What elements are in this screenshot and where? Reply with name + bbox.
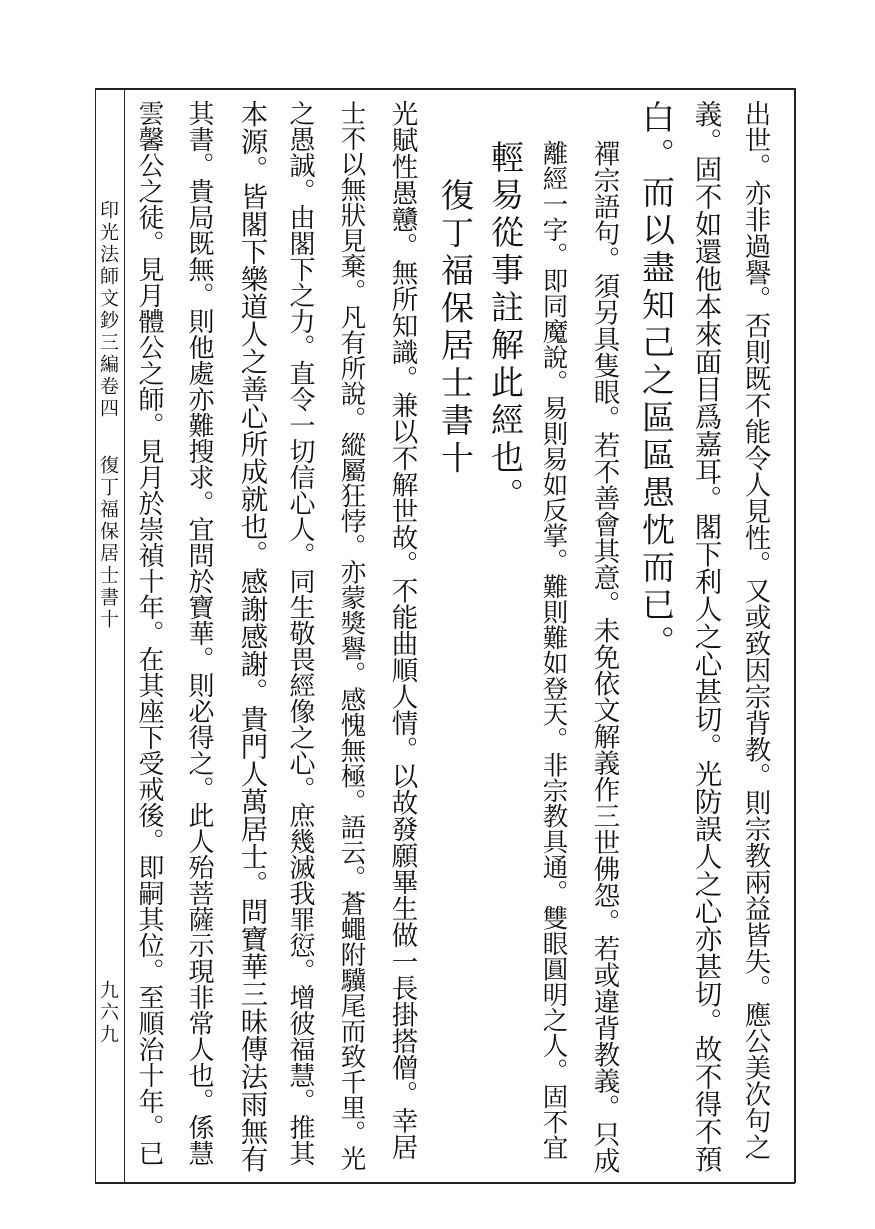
letter-heading: 復丁福保居士書十 [436, 178, 475, 478]
body-column-8: 光賦性愚戇。無所知識。兼以不解世故。不能曲順人情。以故發願畢生做一長掛搭僧。幸居 [386, 100, 418, 1160]
body-column-9: 士不以無狀見棄。凡有所說。縱屬狂悖。亦蒙獎譽。感愧無極。語云。蒼蠅附驥尾而致千里。光 [336, 100, 367, 1171]
body-column-2: 義。固不如還他本來面目爲嘉耳。閣下利人之心甚切。光防誤人之心亦甚切。故不得不預 [689, 100, 722, 1173]
frame-top-line [95, 88, 795, 90]
body-column-6: 輕易從事註解此經也。 [486, 140, 525, 515]
frame-margin-line [124, 88, 125, 1183]
margin-page-number: 九六九 [97, 980, 119, 1046]
body-column-13: 雲馨公之徒。見月體公之師。見月於崇禎十年。在其座下受戒後。即嗣其位。至順治十年。已 [134, 100, 164, 1166]
frame-bottom-line [95, 1182, 795, 1184]
body-column-5: 離經一字。即同魔說。易則易如反掌。難則難如登天。非宗教具通。雙眼圓明之人。固不宜 [538, 140, 569, 1160]
body-column-1: 出世。亦非過譽。否則既不能令人見性。又或致因宗背教。則宗教兩益皆失。應公美次句之 [739, 100, 771, 1160]
body-column-4: 禪宗語句。須另具隻眼。若不善會其意。未免依文解義作三世佛怨。若或違背教義。只成 [588, 140, 620, 1174]
body-column-11: 本源。皆閣下樂道人之善心所成就也。感謝感謝。貴門人萬居士。問寶華三昧傳法雨無有 [235, 100, 268, 1173]
body-column-10: 之愚誠。由閣下之力。直令一切信心人。同生敬畏經像之心。庶幾滅我罪愆。增彼福慧。推其 [285, 100, 315, 1166]
margin-section-title: 復丁福保居士書十 [97, 455, 119, 631]
body-column-3: 白。而以盡知己之區區愚忱而已。 [637, 100, 676, 663]
frame-left-line [95, 88, 96, 1183]
body-column-12: 其書。貴局既無。則他處亦難搜求。宜問於寶華。則必得之。此人殆菩薩示現非常人也。係慧 [184, 100, 214, 1166]
frame-right-line [794, 88, 796, 1183]
margin-book-title: 印光法師文鈔三編卷四 [97, 200, 119, 420]
